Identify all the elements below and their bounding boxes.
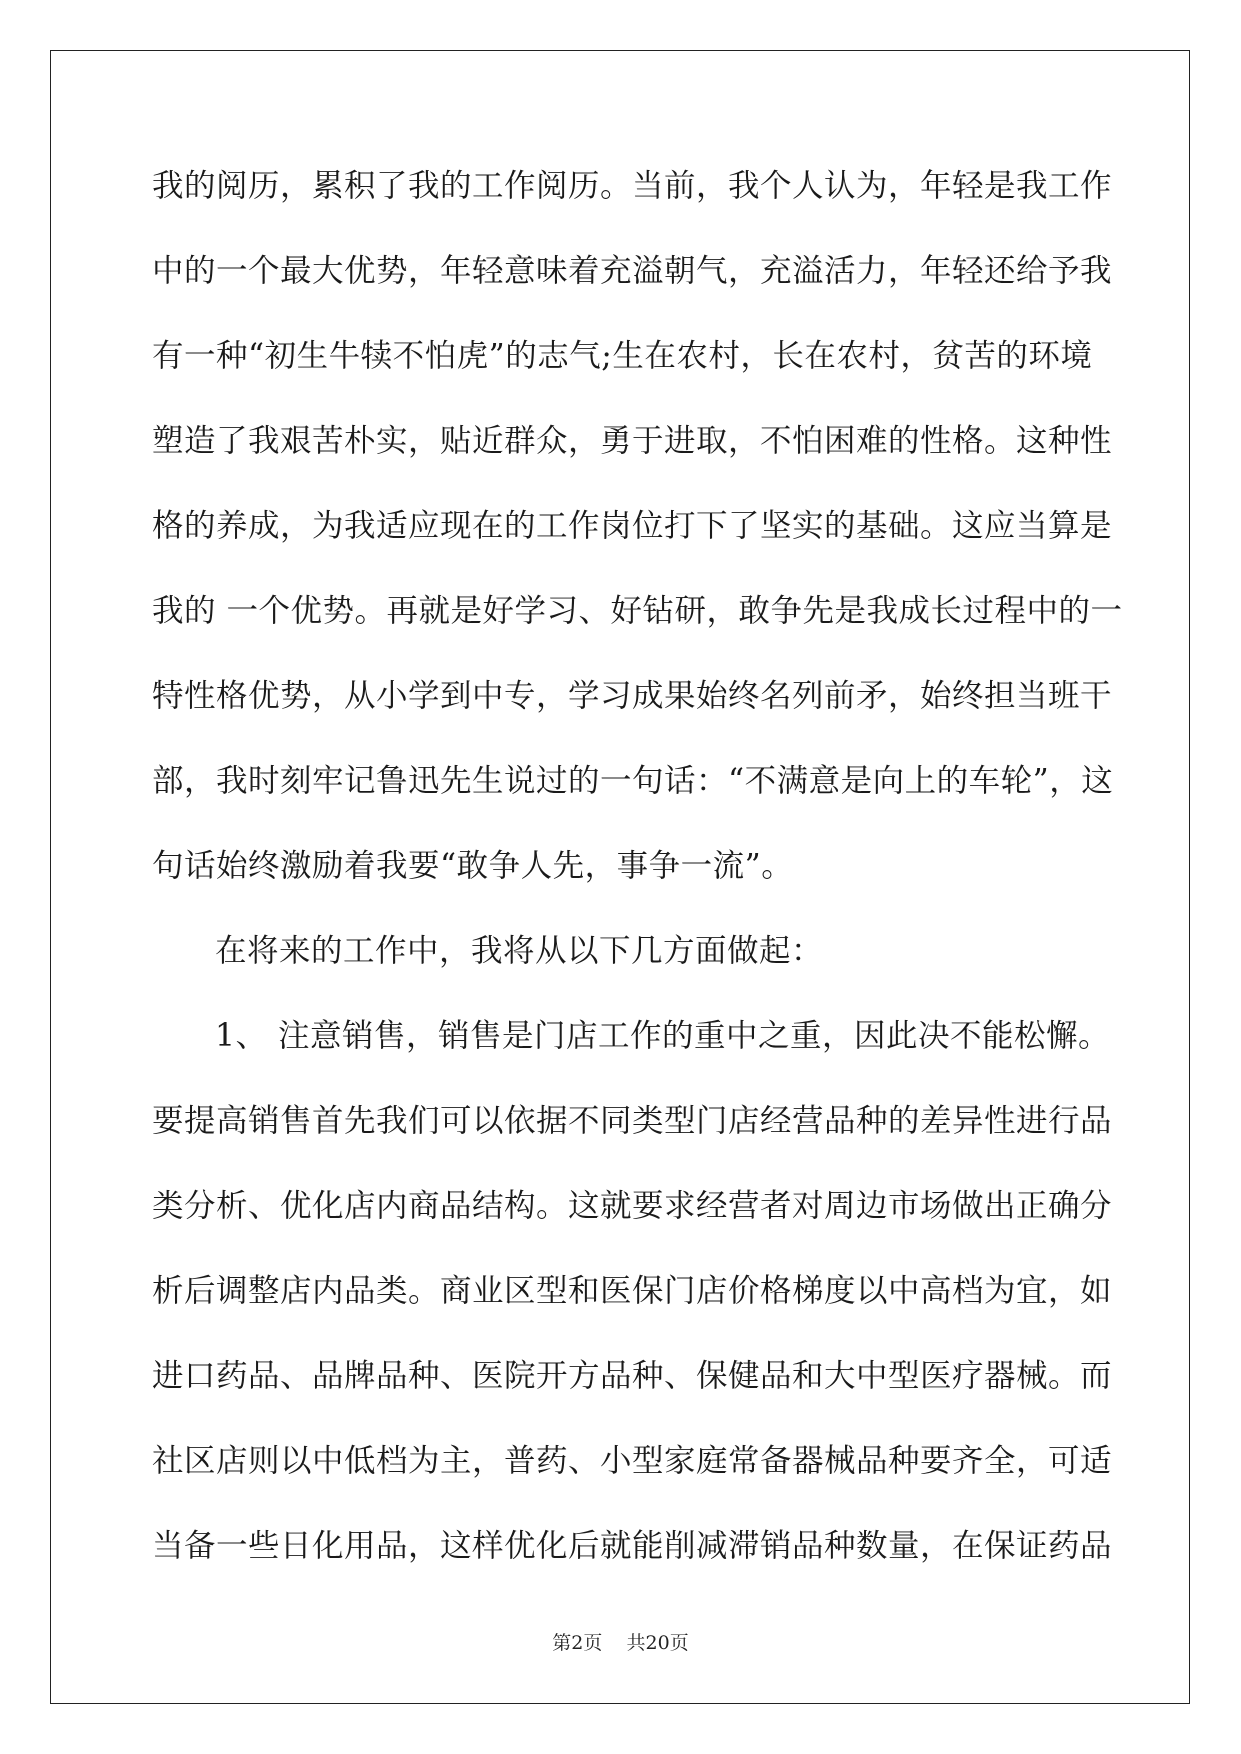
list-item-line: 1、 注意销售，销售是门店工作的重中之重，因此决不能松懈。 (215, 1018, 1111, 1054)
text-line: 中的一个最大优势，年轻意味着充溢朝气，充溢活力，年轻还给予我 (152, 253, 1113, 289)
paragraph-start-line: 在将来的工作中，我将从以下几方面做起： (215, 933, 824, 969)
page-number: 第2页 (552, 1632, 603, 1654)
text-line: 当备一些日化用品，这样优化后就能削减滞销品种数量，在保证药品 (152, 1528, 1113, 1564)
document-body (152, 160, 1123, 1605)
page-footer (0, 1628, 1241, 1655)
text-line: 类分析、优化店内商品结构。这就要求经营者对周边市场做出正确分 (152, 1188, 1113, 1224)
page-total: 共20页 (626, 1632, 689, 1654)
text-line: 塑造了我艰苦朴实，贴近群众，勇于进取，不怕困难的性格。这种性 (152, 423, 1113, 459)
text-line: 社区店则以中低档为主，普药、小型家庭常备器械品种要齐全，可适 (152, 1443, 1113, 1479)
text-line: 部，我时刻牢记鲁迅先生说过的一句话：“不满意是向上的车轮”，这 (152, 763, 1114, 799)
text-line: 要提高销售首先我们可以依据不同类型门店经营品种的差异性进行品 (152, 1103, 1113, 1139)
text-line: 我的 一个优势。再就是好学习、好钻研，敢争先是我成长过程中的一 (152, 593, 1123, 629)
text-line: 格的养成，为我适应现在的工作岗位打下了坚实的基础。这应当算是 (152, 508, 1113, 544)
text-line: 析后调整店内品类。商业区型和医保门店价格梯度以中高档为宜，如 (152, 1273, 1113, 1309)
text-line: 句话始终激励着我要“敢争人先，事争一流”。 (152, 848, 794, 884)
text-line: 进口药品、品牌品种、医院开方品种、保健品和大中型医疗器械。而 (152, 1358, 1113, 1394)
text-line: 有一种“初生牛犊不怕虎”的志气;生在农村，长在农村，贫苦的环境 (152, 338, 1093, 374)
text-line: 我的阅历，累积了我的工作阅历。当前，我个人认为，年轻是我工作 (152, 168, 1113, 204)
text-line: 特性格优势，从小学到中专，学习成果始终名列前矛，始终担当班干 (152, 678, 1113, 714)
